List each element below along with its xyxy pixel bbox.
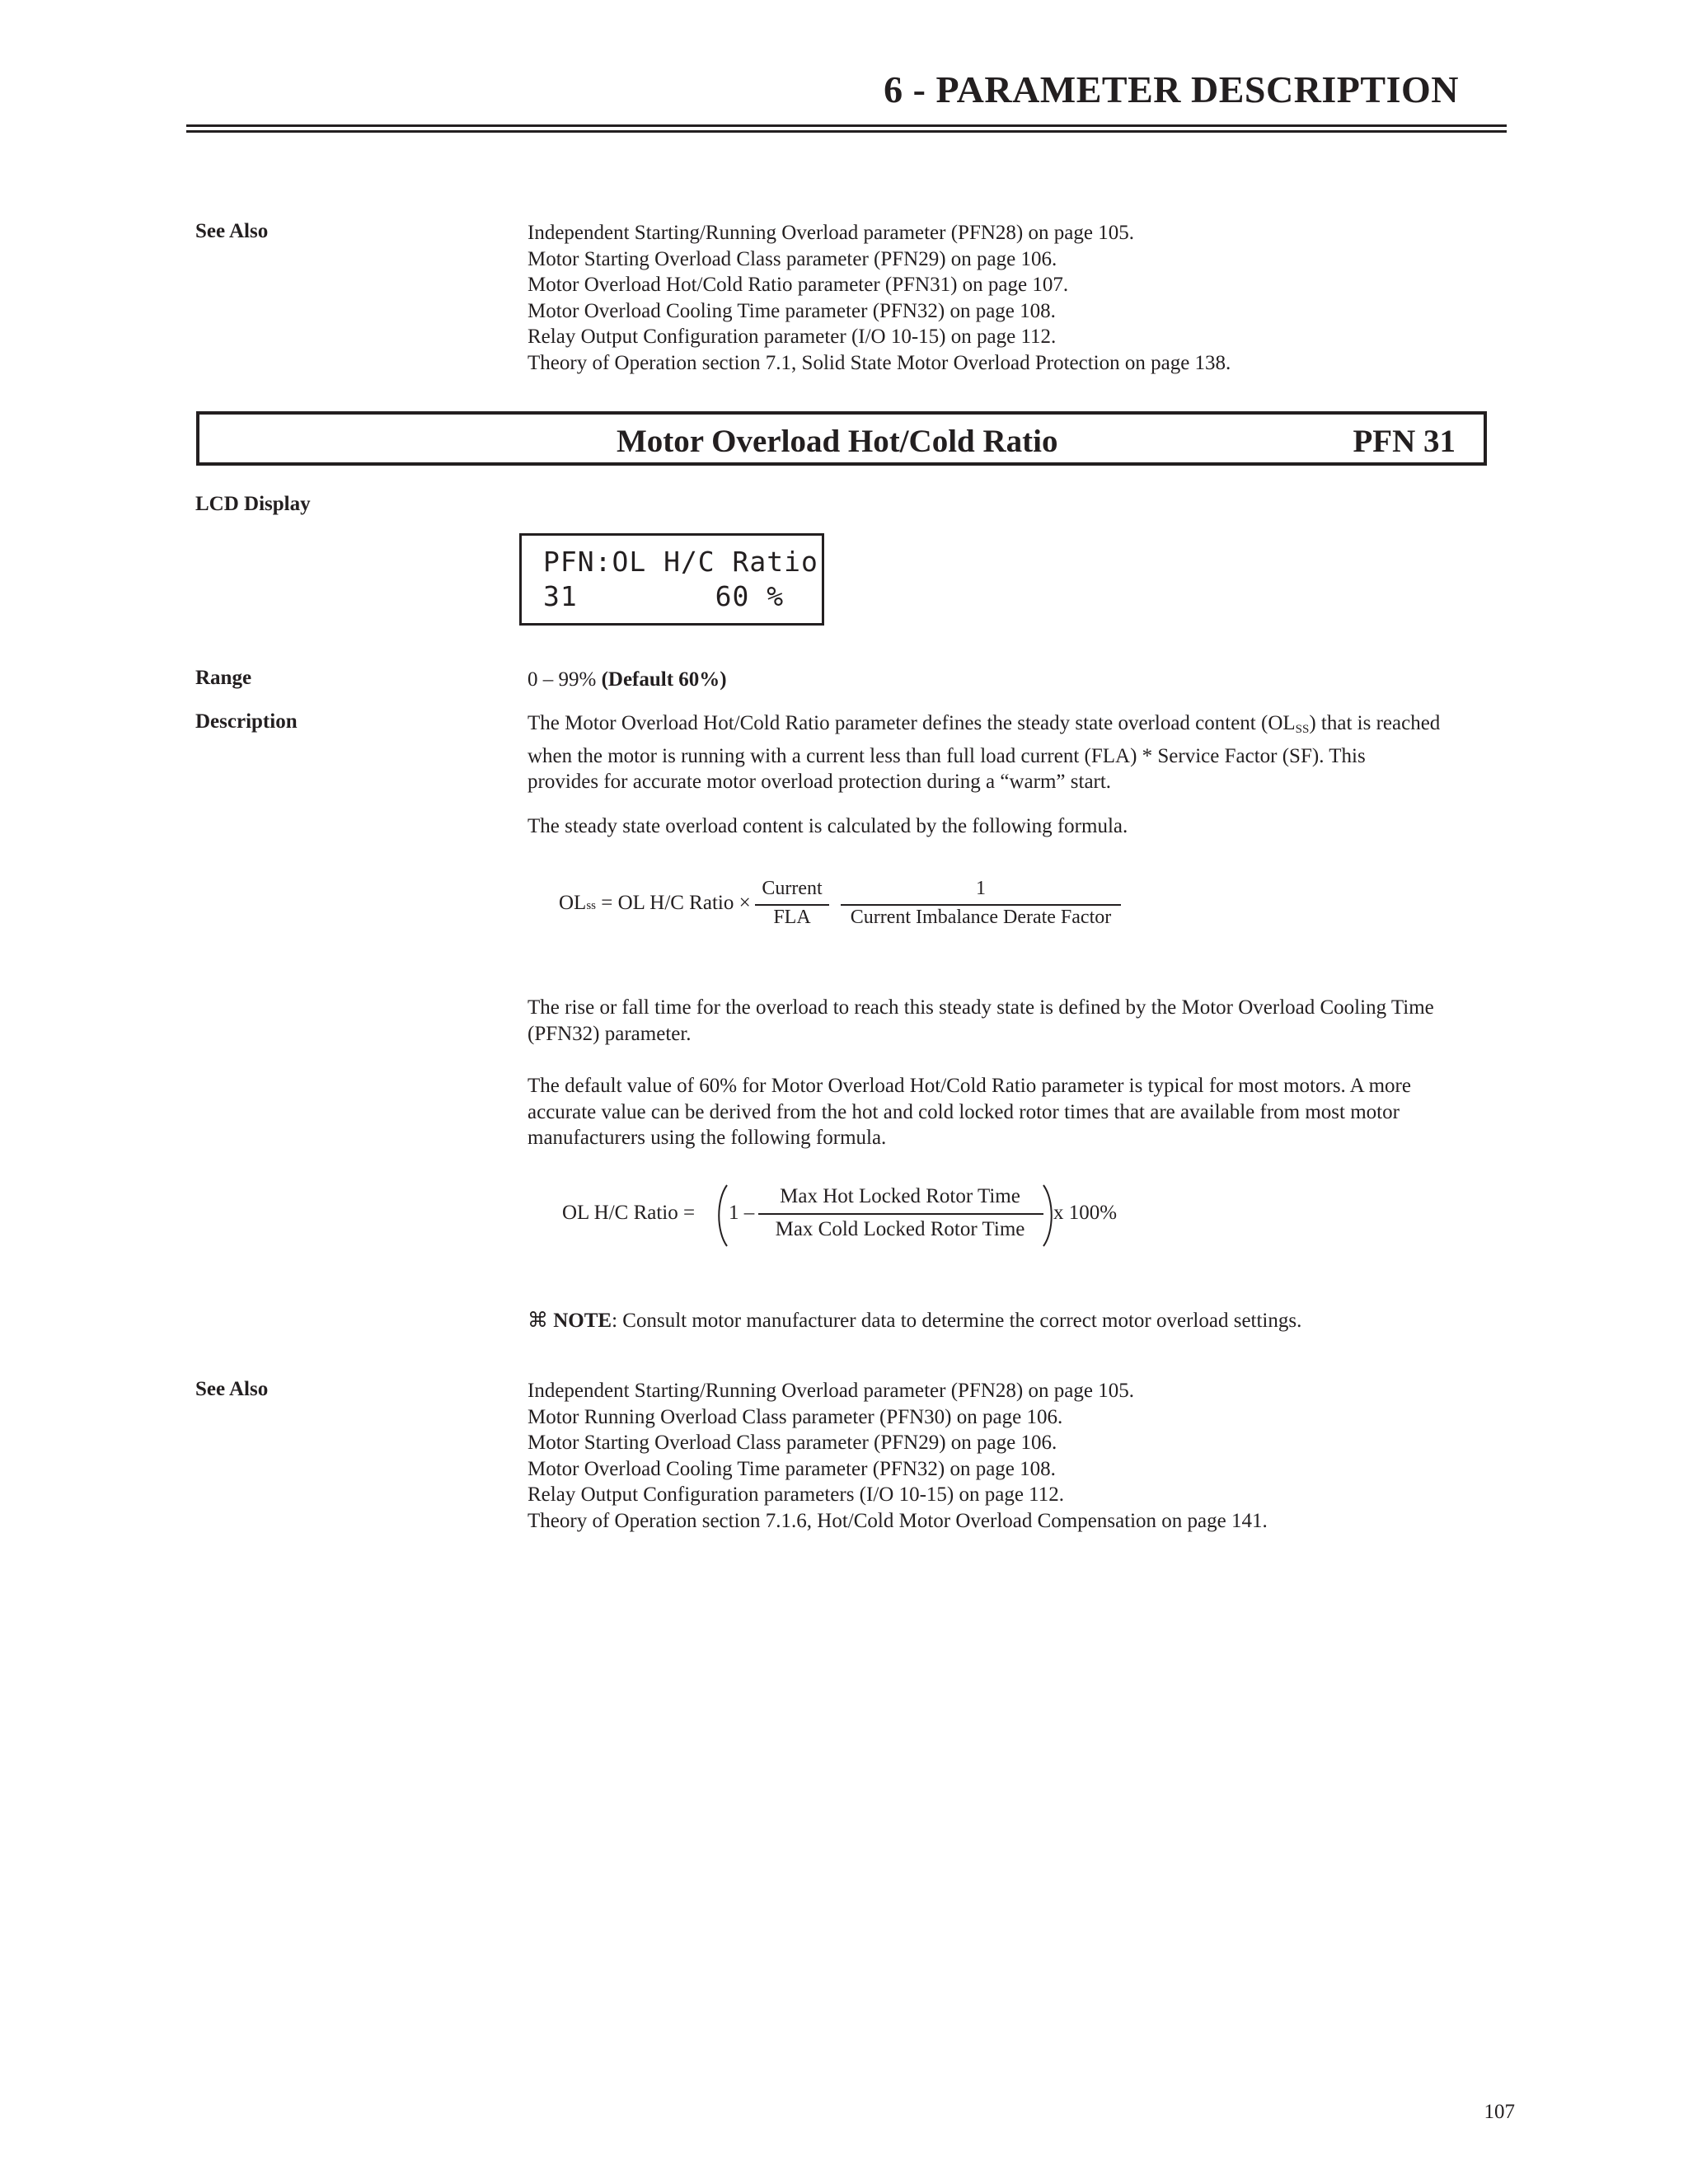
- see-also-bottom-item: Relay Output Configuration parameters (I/O 10-15) on page 112.: [528, 1483, 1064, 1506]
- description-p4-line-2: accurate value can be derived from the hot and cold locked rotor times that are available from most motor: [528, 1100, 1400, 1123]
- formula2-denominator: Max Cold Locked Rotor Time: [775, 1218, 1025, 1240]
- header-rule-top: [186, 124, 1507, 127]
- formula1-ss: ss: [586, 899, 597, 912]
- section-title: Motor Overload Hot/Cold Ratio: [617, 424, 1058, 459]
- description-p1-line-2: when the motor is running with a current less than full load current (FLA) * Service Factor (SF). This: [528, 744, 1366, 767]
- chapter-title: 6 - PARAMETER DESCRIPTION: [884, 68, 1459, 110]
- see-also-bottom-item: Motor Running Overload Class parameter (PFN30) on page 106.: [528, 1405, 1063, 1428]
- formula2-lhs: OL H/C Ratio =: [562, 1202, 696, 1224]
- range-value-text: 0 – 99%: [528, 668, 602, 691]
- formula1-ratio-term: = OL H/C Ratio ×: [596, 892, 751, 914]
- formula2-rhs: x 100%: [1053, 1202, 1118, 1224]
- command-key-icon: ⌘: [528, 1310, 548, 1332]
- description-p4-line-3: manufacturers using the following formula.: [528, 1127, 887, 1149]
- description-label: Description: [195, 710, 298, 733]
- description-paragraph-3: [528, 995, 1434, 1047]
- note: [528, 1308, 1301, 1334]
- section-banner: [196, 411, 1487, 466]
- see-also-bottom-label: See Also: [195, 1378, 269, 1400]
- see-also-bottom-item: Motor Overload Cooling Time parameter (PFN32) on page 108.: [528, 1457, 1056, 1480]
- description-p1-line-1: [528, 710, 1440, 743]
- see-also-bottom-item: Theory of Operation section 7.1.6, Hot/Cold Motor Overload Compensation on page 141.: [528, 1509, 1268, 1532]
- formula2-fraction-bar: [758, 1213, 1043, 1215]
- formula1-frac1-bar: [755, 904, 829, 906]
- formula1-ol: OL: [559, 892, 587, 914]
- description-p1-text-b: ) that is reached: [1309, 712, 1441, 734]
- lcd-line-1: PFN:OL H/C Ratio: [543, 546, 818, 578]
- section-code: PFN 31: [1353, 424, 1456, 459]
- see-also-bottom-list: [528, 1378, 1268, 1534]
- see-also-bottom-item: Independent Starting/Running Overload parameter (PFN28) on page 105.: [528, 1380, 1134, 1402]
- see-also-top-list: [528, 220, 1231, 376]
- lcd-display: [519, 533, 824, 626]
- formula2-numerator: Max Hot Locked Rotor Time: [780, 1185, 1020, 1207]
- see-also-top-item: Relay Output Configuration parameter (I/O 10-15) on page 112.: [528, 326, 1057, 348]
- see-also-top-item: Theory of Operation section 7.1, Solid State Motor Overload Protection on page 138.: [528, 351, 1231, 374]
- description-paragraph-4: [528, 1073, 1411, 1151]
- see-also-bottom-item: Motor Starting Overload Class parameter (PFN29) on page 106.: [528, 1432, 1057, 1454]
- description-p3-line-2: (PFN32) parameter.: [528, 1022, 692, 1045]
- formula-hot-cold-ratio: [560, 1180, 1154, 1251]
- description-p1-text-a: The Motor Overload Hot/Cold Ratio parameter defines the steady state overload content (OL: [528, 712, 1296, 734]
- range-label: Range: [195, 667, 252, 689]
- description-p1-line-3: provides for accurate motor overload protection during a “warm” start.: [528, 771, 1112, 793]
- formula2-one-minus: 1 –: [729, 1202, 755, 1224]
- description-p4-line-1: The default value of 60% for Motor Overload Hot/Cold Ratio parameter is typical for most motors. A more: [528, 1075, 1411, 1097]
- see-also-top-item: Motor Overload Hot/Cold Ratio parameter (PFN31) on page 107.: [528, 274, 1069, 296]
- left-paren-icon: [714, 1183, 729, 1248]
- header-rule-bottom: [186, 130, 1507, 133]
- formula1-lhs: [559, 892, 751, 915]
- page-number: 107: [1484, 2101, 1515, 2123]
- range-default: (Default 60%): [601, 668, 727, 691]
- see-also-top-item: Motor Starting Overload Class parameter (PFN29) on page 106.: [528, 247, 1057, 270]
- see-also-top-item: Independent Starting/Running Overload parameter (PFN28) on page 105.: [528, 222, 1134, 244]
- formula1-frac2-bar: [841, 904, 1121, 906]
- formula1-frac1-denominator: FLA: [773, 907, 811, 928]
- lcd-display-label: LCD Display: [195, 493, 311, 515]
- ol-ss-subscript: SS: [1295, 723, 1310, 736]
- formula-steady-state: [557, 875, 1134, 941]
- note-text: : Consult motor manufacturer data to determine the correct motor overload settings.: [612, 1310, 1302, 1332]
- range-value: [528, 667, 727, 693]
- note-label: NOTE: [553, 1310, 612, 1332]
- description-p3-line-1: The rise or fall time for the overload to reach this steady state is defined by the Motor Overload Cooling Time: [528, 996, 1434, 1019]
- formula1-frac2-denominator: Current Imbalance Derate Factor: [850, 907, 1112, 928]
- description-paragraph-1: [528, 710, 1440, 795]
- formula1-frac1-numerator: Current: [762, 878, 823, 899]
- formula1-frac2-numerator: 1: [976, 878, 986, 899]
- lcd-line-2: 31 60 %: [543, 580, 785, 612]
- description-paragraph-2: The steady state overload content is calculated by the following formula.: [528, 815, 1128, 837]
- see-also-top-item: Motor Overload Cooling Time parameter (PFN32) on page 108.: [528, 299, 1056, 322]
- see-also-top-label: See Also: [195, 220, 269, 242]
